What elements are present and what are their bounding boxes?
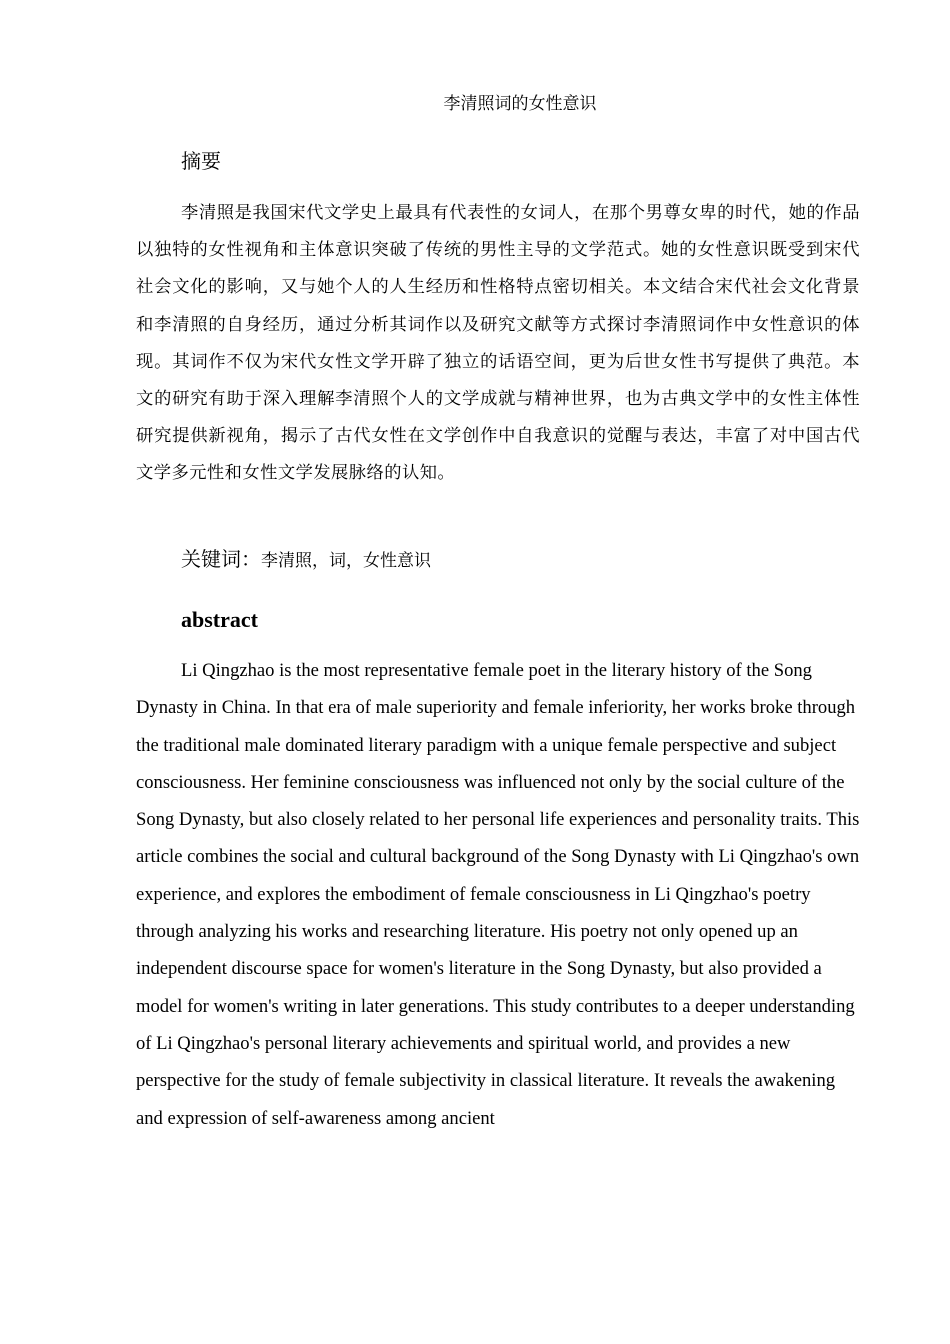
abstract-en-body: Li Qingzhao is the most representative female poet in the literary history of the Song Dynasty in China. In that era of male superiority and female inferiority, her works broke through the traditional male dominated literary paradigm with a unique female perspective and subject consciousness. Her feminine consciousness was influenced not only by the social culture of the Song Dynasty, but also closely related to her personal life experiences and personality traits. This article combines the social and cultural background of the Song Dynasty with Li Qingzhao's own experience, and explores the embodiment of female consciousness in Li Qingzhao's poetry through analyzing his works and researching literature. His poetry not only opened up an independent discourse space for women's literature in the Song Dynasty, but also provided a model for women's writing in later generations. This study contributes to a deeper understanding of Li Qingzhao's personal literary achievements and spiritual world, and provides a new perspective for the study of female subjectivity in classical literature. It reveals the awakening and expression of self-awareness among ancient [136, 660, 860, 1129]
abstract-cn-heading: 摘要 [181, 149, 221, 173]
keywords-line [181, 544, 431, 576]
keywords-values: 李清照，词，女性意识 [261, 551, 431, 571]
abstract-cn-body: 李清照是我国宋代文学史上最具有代表性的女词人，在那个男尊女卑的时代，她的作品以独特的女性视角和主体意识突破了传统的男性主导的文学范式。她的女性意识既受到宋代社会文化的影响，又与她个人的人生经历和性格特点密切相关。本文结合宋代社会文化背景和李清照的自身经历，通过分析其词作以及研究文献等方式探讨李清照词作中女性意识的体现。其词作不仅为宋代女性文学开辟了独立的话语空间，更为后世女性书写提供了典范。本文的研究有助于深入理解李清照个人的文学成就与精神世界，也为古典文学中的女性主体性研究提供新视角，揭示了古代女性在文学创作中自我意识的觉醒与表达，丰富了对中国古代文学多元性和女性文学发展脉络的认知。 [136, 203, 860, 484]
document-title: 李清照词的女性意识 [443, 94, 597, 114]
keywords-label: 关键词： [181, 547, 261, 571]
abstract-en-heading: abstract [181, 607, 258, 632]
